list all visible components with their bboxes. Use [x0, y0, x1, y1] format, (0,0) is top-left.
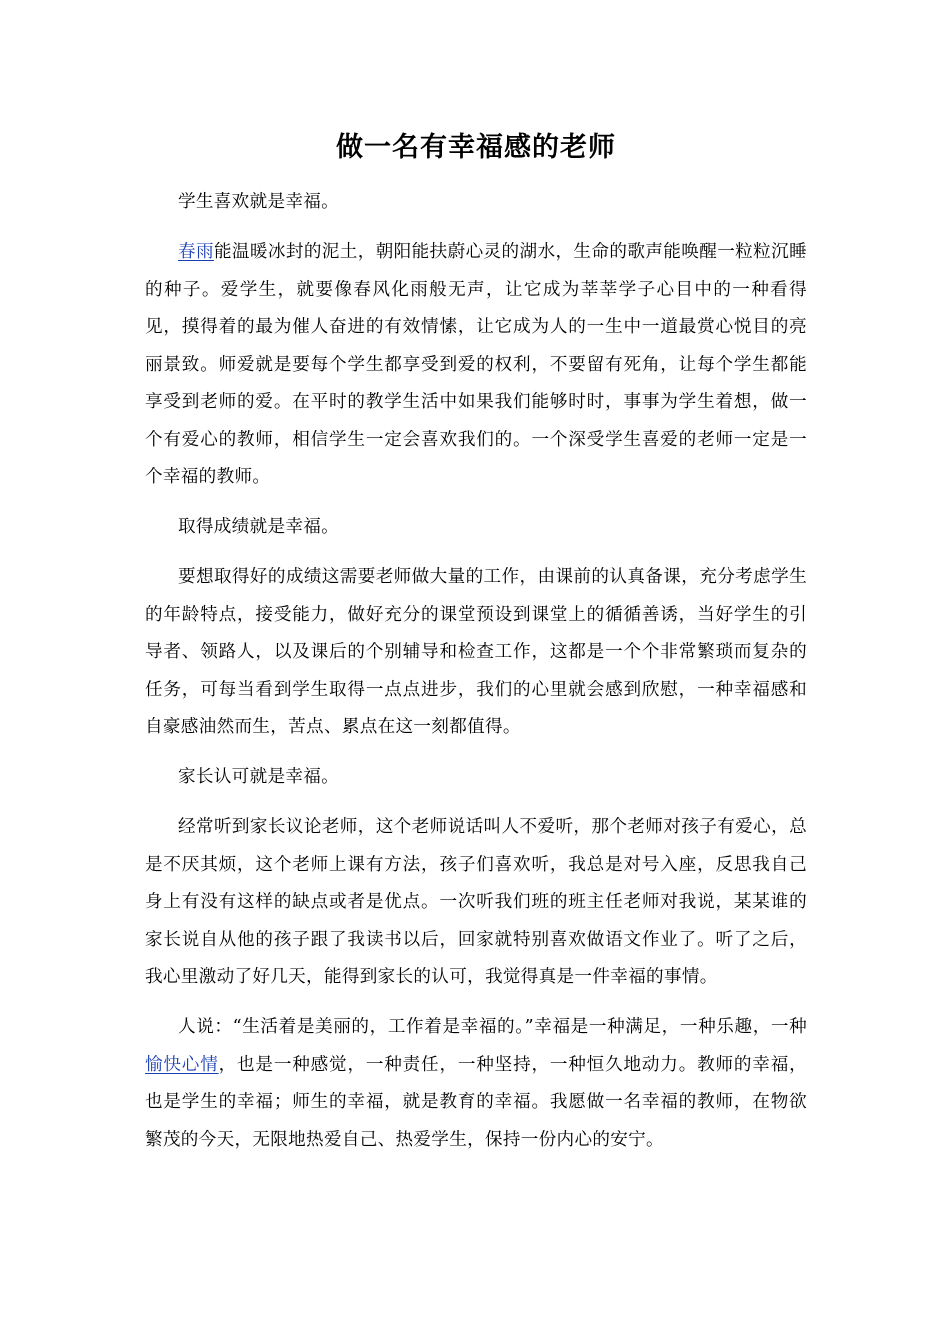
section-heading-achievement: 取得成绩就是幸福。	[178, 517, 340, 537]
section-body-students-like	[145, 234, 807, 497]
document-page	[145, 128, 807, 1172]
section-heading-students-like: 学生喜欢就是幸福。	[178, 192, 340, 212]
spring-rain-link[interactable]: 春雨	[178, 242, 214, 262]
happy-mood-link[interactable]: 愉快心情	[145, 1054, 219, 1075]
closing-text-after: ，也是一种感觉，一种责任，一种坚持，一种恒久地动力。教师的幸福，也是学生的幸福；师生的幸福，就是教育的幸福。我愿做一名幸福的教师，在物欲繁茂的今天，无限地热爱自己、热爱学生，保持一份内心的安宁。	[145, 1054, 808, 1150]
section-heading-parent-recognition: 家长认可就是幸福。	[178, 767, 340, 787]
section-body-achievement: 要想取得好的成绩这需要老师做大量的工作，由课前的认真备课，充分考虑学生的年龄特点，接受能力，做好充分的课堂预设到课堂上的循循善诱，当好学生的引导者、领路人，以及课后的个别辅导和检查工作，这都是一个个非常繁琐而复杂的任务，可每当看到学生取得一点点进步，我们的心里就会感到欣慰，一种幸福感和自豪感油然而生，苦点、累点在这一刻都值得。	[145, 567, 807, 737]
closing-paragraph	[145, 1009, 807, 1159]
section-body-parent-recognition: 经常听到家长议论老师，这个老师说话叫人不爱听，那个老师对孩子有爱心，总是不厌其烦，这个老师上课有方法，孩子们喜欢听，我总是对号入座，反思我自己身上有没有这样的缺点或者是优点。一次听我们班的班主任老师对我说，某某谁的家长说自从他的孩子跟了我读书以后，回家就特别喜欢做语文作业了。听了之后，我心里激动了好几天，能得到家长的认可，我觉得真是一件幸福的事情。	[145, 817, 807, 987]
section-body-text: 能温暖冰封的泥土，朝阳能扶蔚心灵的湖水，生命的歌声能唤醒一粒粒沉睡的种子。爱学生，就要像春风化雨般无声，让它成为莘莘学子心目中的一种看得见，摸得着的最为催人奋进的有效情愫，让它成为人的一生中一道最赏心悦目的亮丽景致。师爱就是要每个学生都享受到爱的权利，不要留有死角，让每个学生都能享受到老师的爱。在平时的教学生活中如果我们能够时时，事事为学生着想，做一个有爱心的教师，相信学生一定会喜欢我们的。一个深受学生喜爱的老师一定是一个幸福的教师。	[145, 242, 807, 487]
document-title: 做一名有幸福感的老师	[336, 132, 616, 163]
closing-text-before: 人说：“生活着是美丽的，工作着是幸福的。”幸福是一种满足，一种乐趣，一种	[178, 1017, 807, 1037]
